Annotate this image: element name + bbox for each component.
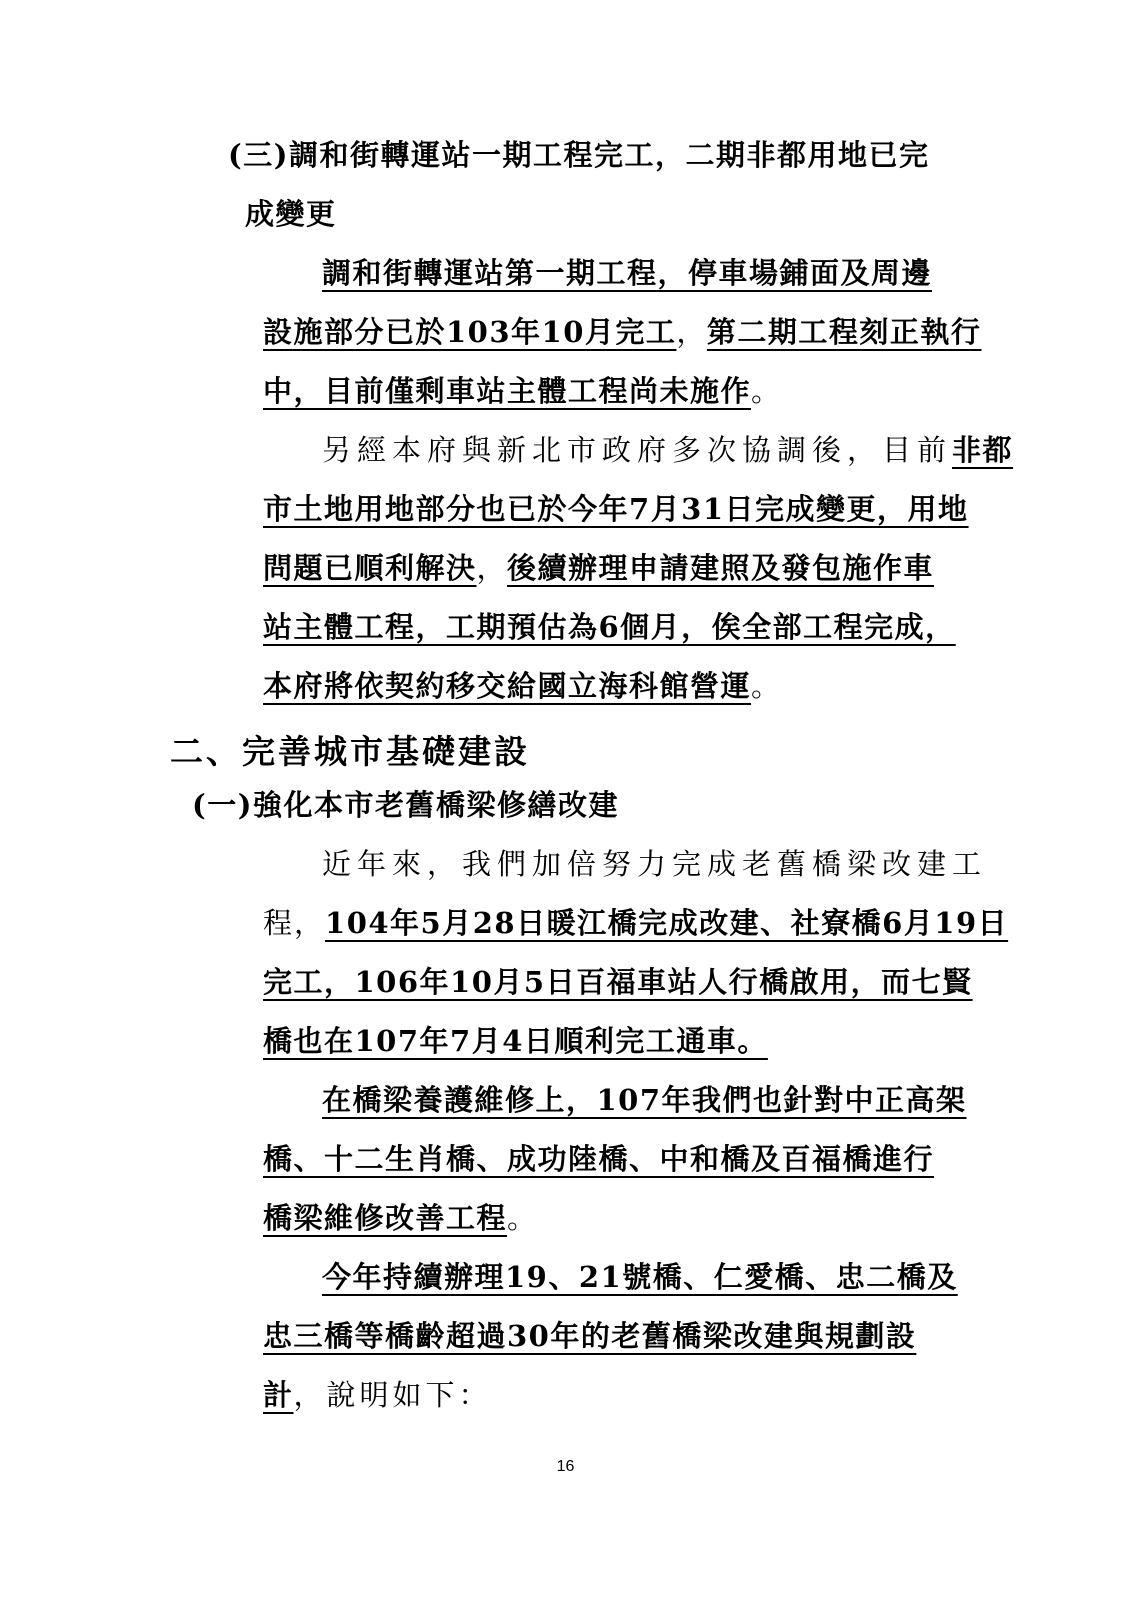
page-number: 16 [556,1458,575,1475]
sec3-p1-line-1: 調和街轉運站第一期工程，停車場鋪面及周邊 [322,256,933,290]
sec2-p3-line-3a: 計 [263,1378,294,1412]
sec2-p1-line-2 [263,906,1009,940]
sec2-p3-line-3 [263,1378,492,1412]
sec2-p1-line-3: 完工，106年10月5日百福車站人行橋啟用，而七賢 [263,965,973,999]
sec3-p1-line-3b: 。 [751,374,782,408]
sec2-p1-line-1: 近年來，我們加倍努力完成老舊橋梁改建工 [322,847,988,881]
sec3-p2-line-5a: 本府將依契約移交給國立海科館營運 [263,669,752,703]
sec2-p1-line-2a: 程， [263,906,326,940]
sec3-p2-line-5b: 。 [751,669,782,703]
sec3-p2-line-1b: 非都 [952,433,1014,467]
sec2-p3-line-3b: ，說明如下： [293,1378,492,1412]
sec2-p1-line-2b: 104年5月28日暖江橋完成改建、社寮橋6月19日 [325,906,1009,940]
section-3-heading-line-2: 成變更 [245,197,337,231]
subsection-1-title: (一)強化本市老舊橋梁修繕改建 [192,788,619,822]
section-2-title: 二、完善城市基礎建設 [170,732,530,771]
sec3-p1-line-3a: 中，目前僅剩車站主體工程尚未施作 [263,374,752,408]
sec2-p2-line-3 [263,1201,538,1235]
sec3-p2-line-3b: ， [476,551,508,585]
sec3-p2-line-3c: 後續辦理申請建照及發包施作車 [507,551,935,585]
sec2-p2-line-3b: 。 [507,1201,538,1235]
sec2-p2-line-2: 橋、十二生肖橋、成功陸橋、中和橋及百福橋進行 [263,1142,935,1176]
sec3-p2-line-4: 站主體工程，工期預估為6個月，俟全部工程完成， [263,610,956,644]
sec2-p3-line-2: 忠三橋等橋齡超過30年的老舊橋梁改建與規劃設 [263,1319,917,1353]
sec3-p1-line-2 [263,315,982,349]
sec3-p2-line-3a: 問題已順利解決 [263,551,477,585]
sec3-p1-line-2a: 設施部分已於103年10月完工 [263,315,677,349]
sec2-p2-line-1: 在橋梁養護維修上，107年我們也針對中正高架 [322,1083,967,1117]
sec3-p2-line-2: 市土地用地部分也已於今年7月31日完成變更，用地 [263,492,969,526]
sec2-p2-line-3a: 橋梁維修改善工程 [263,1201,508,1235]
sec3-p1-line-2b: ， [676,315,707,349]
sec3-p1-line-2c: 第二期工程刻正執行 [706,315,982,349]
section-3-heading-line-1: (三)調和街轉運站一期工程完工，二期非都用地已完 [228,138,930,172]
sec2-p3-line-1: 今年持續辦理19、21號橋、仁愛橋、忠二橋及 [322,1260,958,1294]
sec3-p2-line-5 [263,669,782,703]
sec3-p2-line-3 [263,551,935,585]
sec3-p2-line-1 [322,433,1014,467]
sec3-p2-line-1a: 另經本府與新北市政府多次協調後，目前 [322,433,953,467]
sec2-p1-line-4: 橋也在107年7月4日順利完工通車。 [263,1024,768,1058]
sec3-p1-line-3 [263,374,782,408]
